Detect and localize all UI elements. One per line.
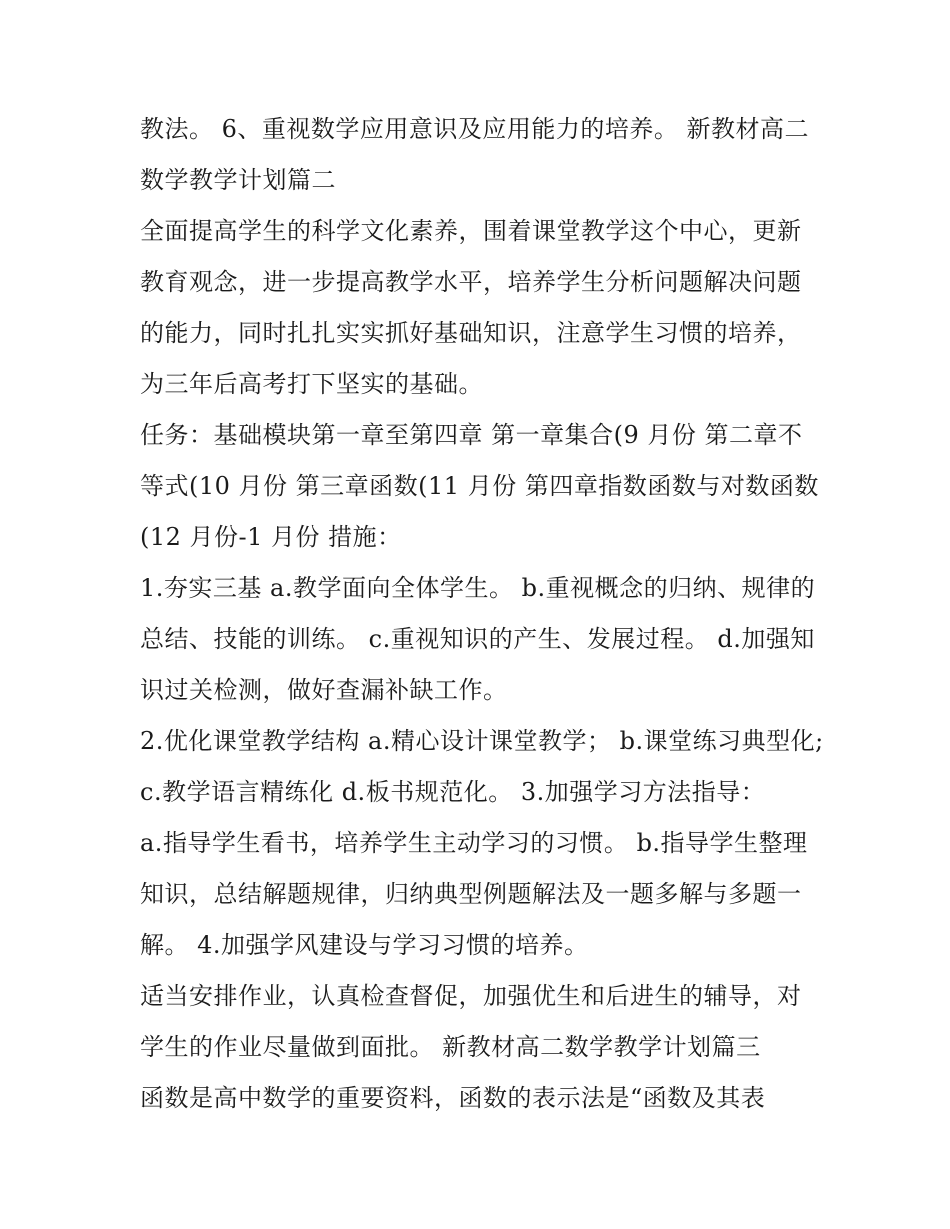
document-body	[140, 104, 824, 1124]
text-line: 2.优化课堂教学结构 a.精心设计课堂教学； b.课堂练习典型化;	[140, 727, 824, 755]
text-line: 的能力，同时扎扎实实抓好基础知识，注意学生习惯的培养，	[140, 319, 802, 347]
text-line: 任务：基础模块第一章至第四章 第一章集合(9 月份 第二章不	[140, 421, 803, 449]
text-line: 学生的作业尽量做到面批。 新教材高二数学教学计划篇三	[140, 1033, 761, 1061]
text-line: 数学教学计划篇二	[140, 166, 336, 194]
text-line: 1.夯实三基 a.教学面向全体学生。 b.重视概念的归纳、规律的	[140, 574, 816, 602]
text-line: 全面提高学生的科学文化素养，围着课堂教学这个中心，更新	[140, 217, 802, 245]
text-line: 函数是高中数学的重要资料，函数的表示法是“函数及其表	[140, 1084, 766, 1112]
text-line: 教育观念，进一步提高教学水平，培养学生分析问题解决问题	[140, 268, 802, 296]
text-line: 识过关检测，做好查漏补缺工作。	[140, 676, 508, 704]
text-line: 解。 4.加强学风建设与学习习惯的培养。	[140, 931, 589, 959]
text-line: 教法。 6、重视数学应用意识及应用能力的培养。 新教材高二	[140, 115, 810, 143]
text-line: c.教学语言精练化 d.板书规范化。 3.加强学习方法指导：	[140, 778, 766, 806]
text-line: 等式(10 月份 第三章函数(11 月份 第四章指数函数与对数函数	[140, 472, 819, 500]
text-line: 为三年后高考打下坚实的基础。	[140, 370, 483, 398]
text-line: a.指导学生看书，培养学生主动学习的习惯。 b.指导学生整理	[140, 829, 808, 857]
text-line: 适当安排作业，认真检查督促，加强优生和后进生的辅导，对	[140, 982, 802, 1010]
text-line: (12 月份-1 月份 措施：	[140, 523, 402, 551]
text-line: 知识，总结解题规律，归纳典型例题解法及一题多解与多题一	[140, 880, 802, 908]
text-line: 总结、技能的训练。 c.重视知识的产生、发展过程。 d.加强知	[140, 625, 815, 653]
